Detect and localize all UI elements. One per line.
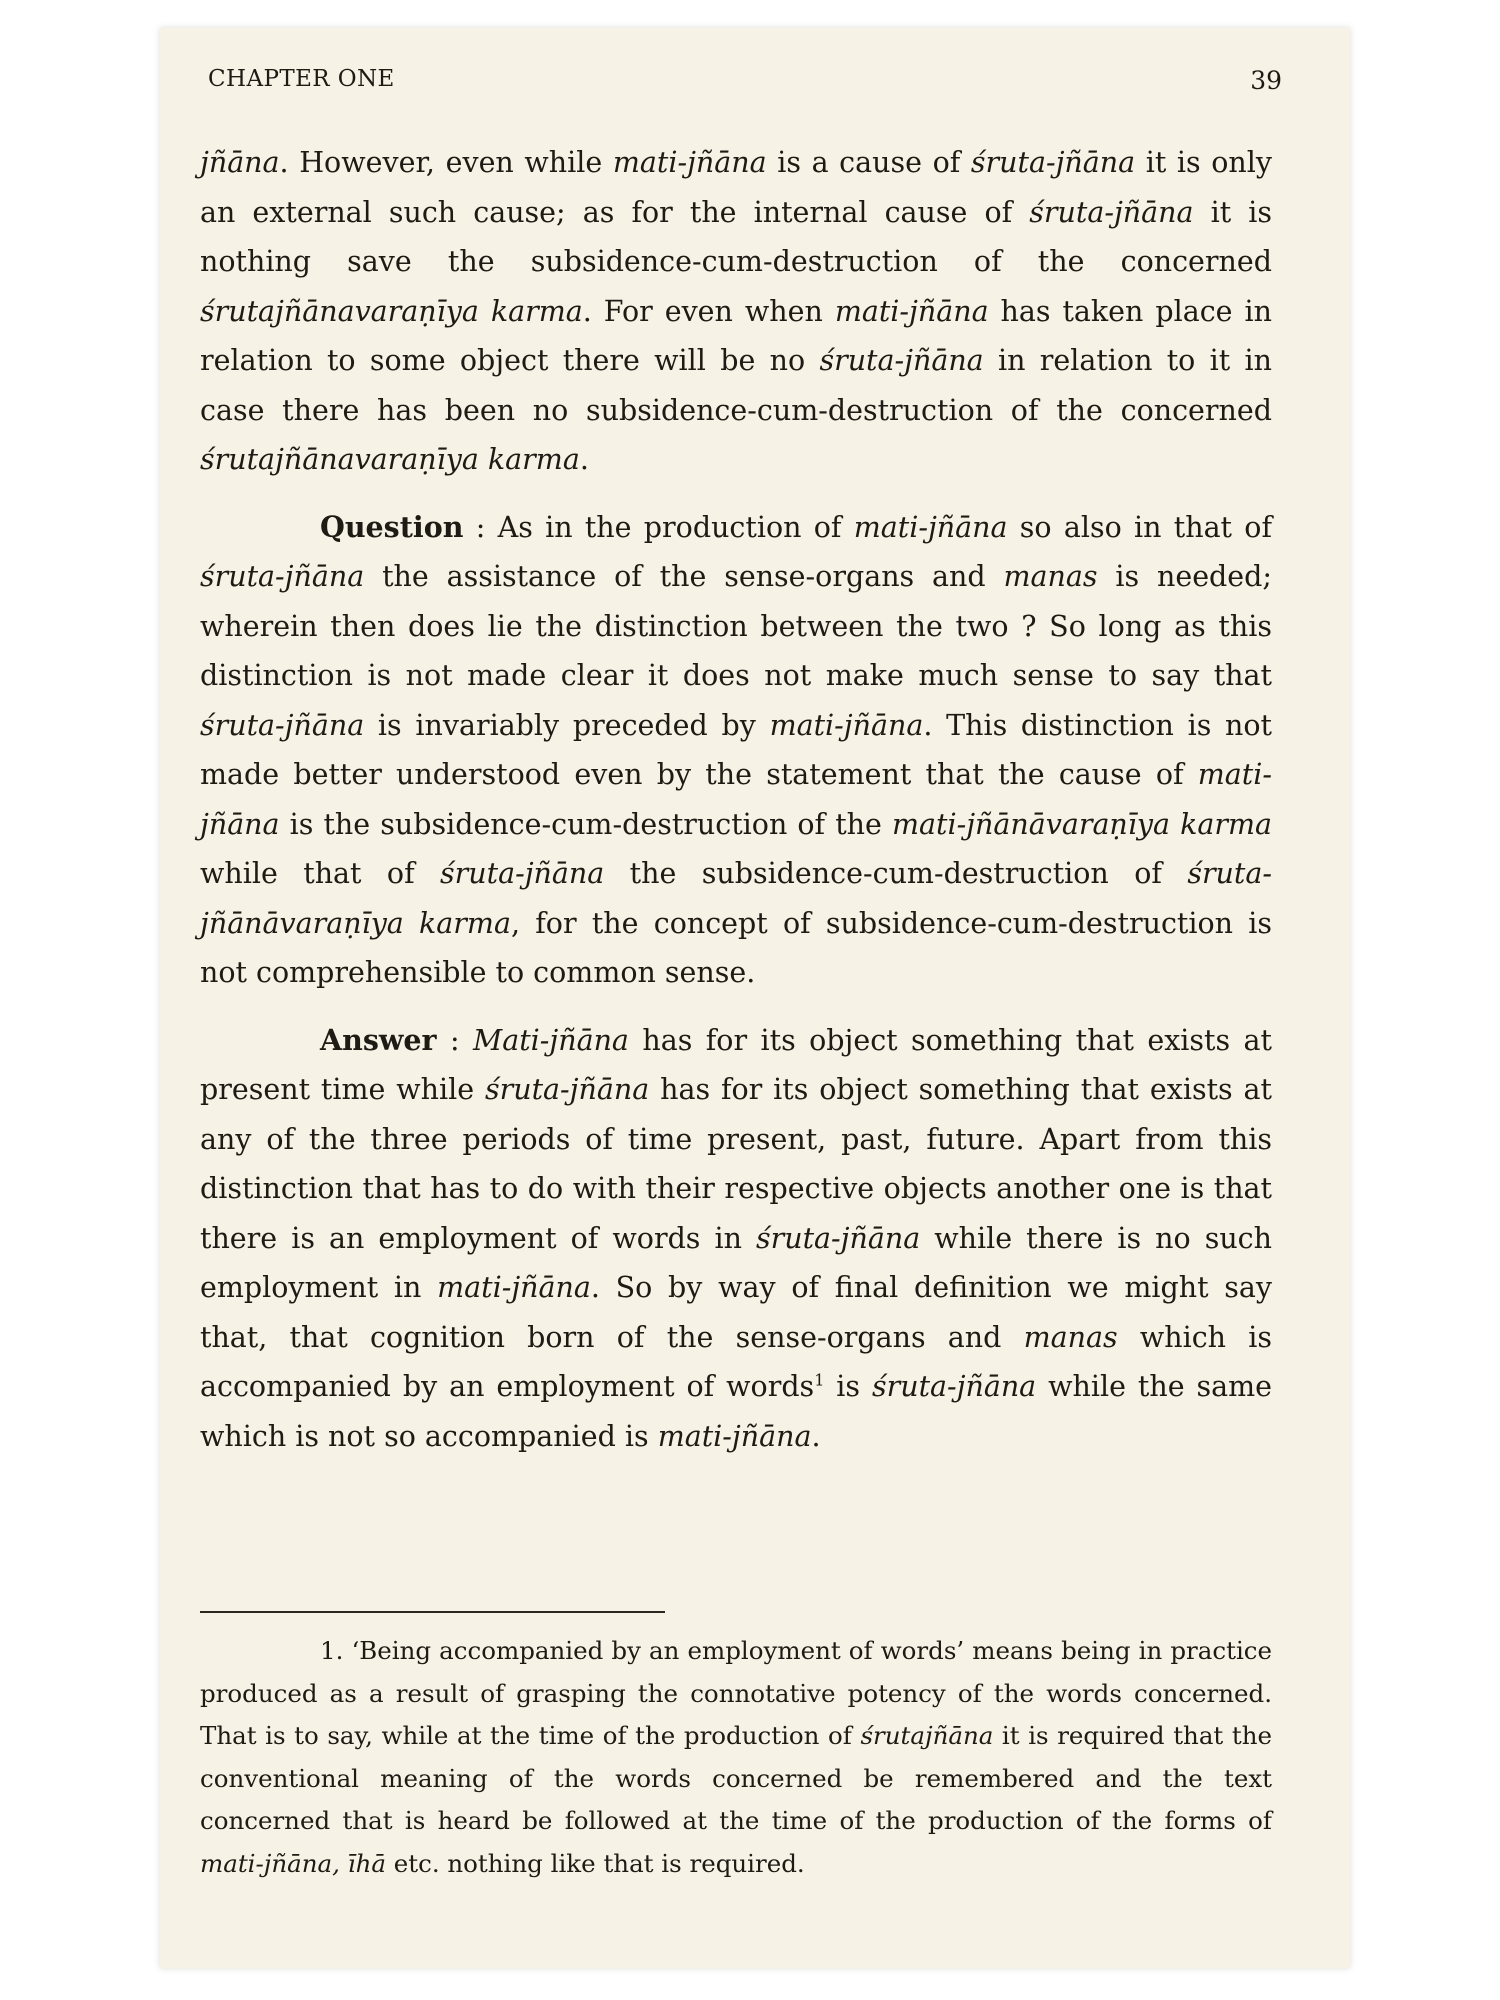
book-page: [160, 28, 1350, 1968]
footnote-marker: 1: [814, 1370, 825, 1390]
paragraph-continuation: jñāna. However, even while mati-jñāna is a cause of śruta-jñāna it is only an external such cause; as for the internal cause of śruta-jñāna it is nothing save the subsidence-cum-destruction of the concerned śrutajñānavaraṇīya karma. For even when mati-jñāna has taken place in relation to some object there will be no śruta-jñāna in relation to it in case there has been no subsidence-cum-destruction of the concerned śrutajñānavaraṇīya karma.: [200, 146, 1272, 476]
question-paragraph: Question : As in the production of mati-jñāna so also in that of śruta-jñāna the assistance of the sense-organs and manas is needed; wherein then does lie the distinction between the two ? So long as this distinction is not made clear it does not make much sense to say that śruta-jñāna is invariably preceded by mati-jñāna. This distinction is not made better understood even by the statement that the cause of mati-jñāna is the subsidence-cum-destruction of the mati-jñānāvaraṇīya karma while that of śruta-jñāna the subsidence-cum-destruction of śruta-jñānāvaraṇīya karma, for the concept of subsidence-cum-destruction is not comprehensible to common sense.: [200, 509, 1273, 989]
footnote-text: 1. ‘Being accompanied by an employment of words’ means being in practice produced as a result of grasping the connotative potency of the words concerned. That is to say, while at the time of the production of śrutajñāna it is required that the conventional meaning of the words concerned be remembered and the text concerned that is heard be followed at the time of the production of the forms of mati-jñāna, īhā etc. nothing like that is required.: [200, 1636, 1272, 1878]
footnote: [200, 1630, 1272, 1885]
answer-paragraph: Answer : Mati-jñāna has for its object something that exists at present time while śruta-jñāna has for its object something that exists at any of the three periods of time present, past, future. Apart from this distinction that has to do with their respective objects another one is that there is an employment of words in śruta-jñāna while there is no such employment in mati-jñāna. So by way of final definition we might say that, that cognition born of the sense-organs and manas which is accompanied by an employment of words$^1$ is śruta-jñāna while the same which is not so accompanied is mati-jñāna.: [200, 1022, 1273, 1453]
page-number: 39: [1250, 66, 1282, 95]
question-label: Question: [320, 509, 464, 544]
footnote-divider: [200, 1611, 665, 1613]
body-text: [200, 138, 1272, 1461]
answer-label: Answer: [320, 1022, 437, 1057]
chapter-title: CHAPTER ONE: [208, 66, 395, 92]
running-header: [208, 66, 1282, 106]
